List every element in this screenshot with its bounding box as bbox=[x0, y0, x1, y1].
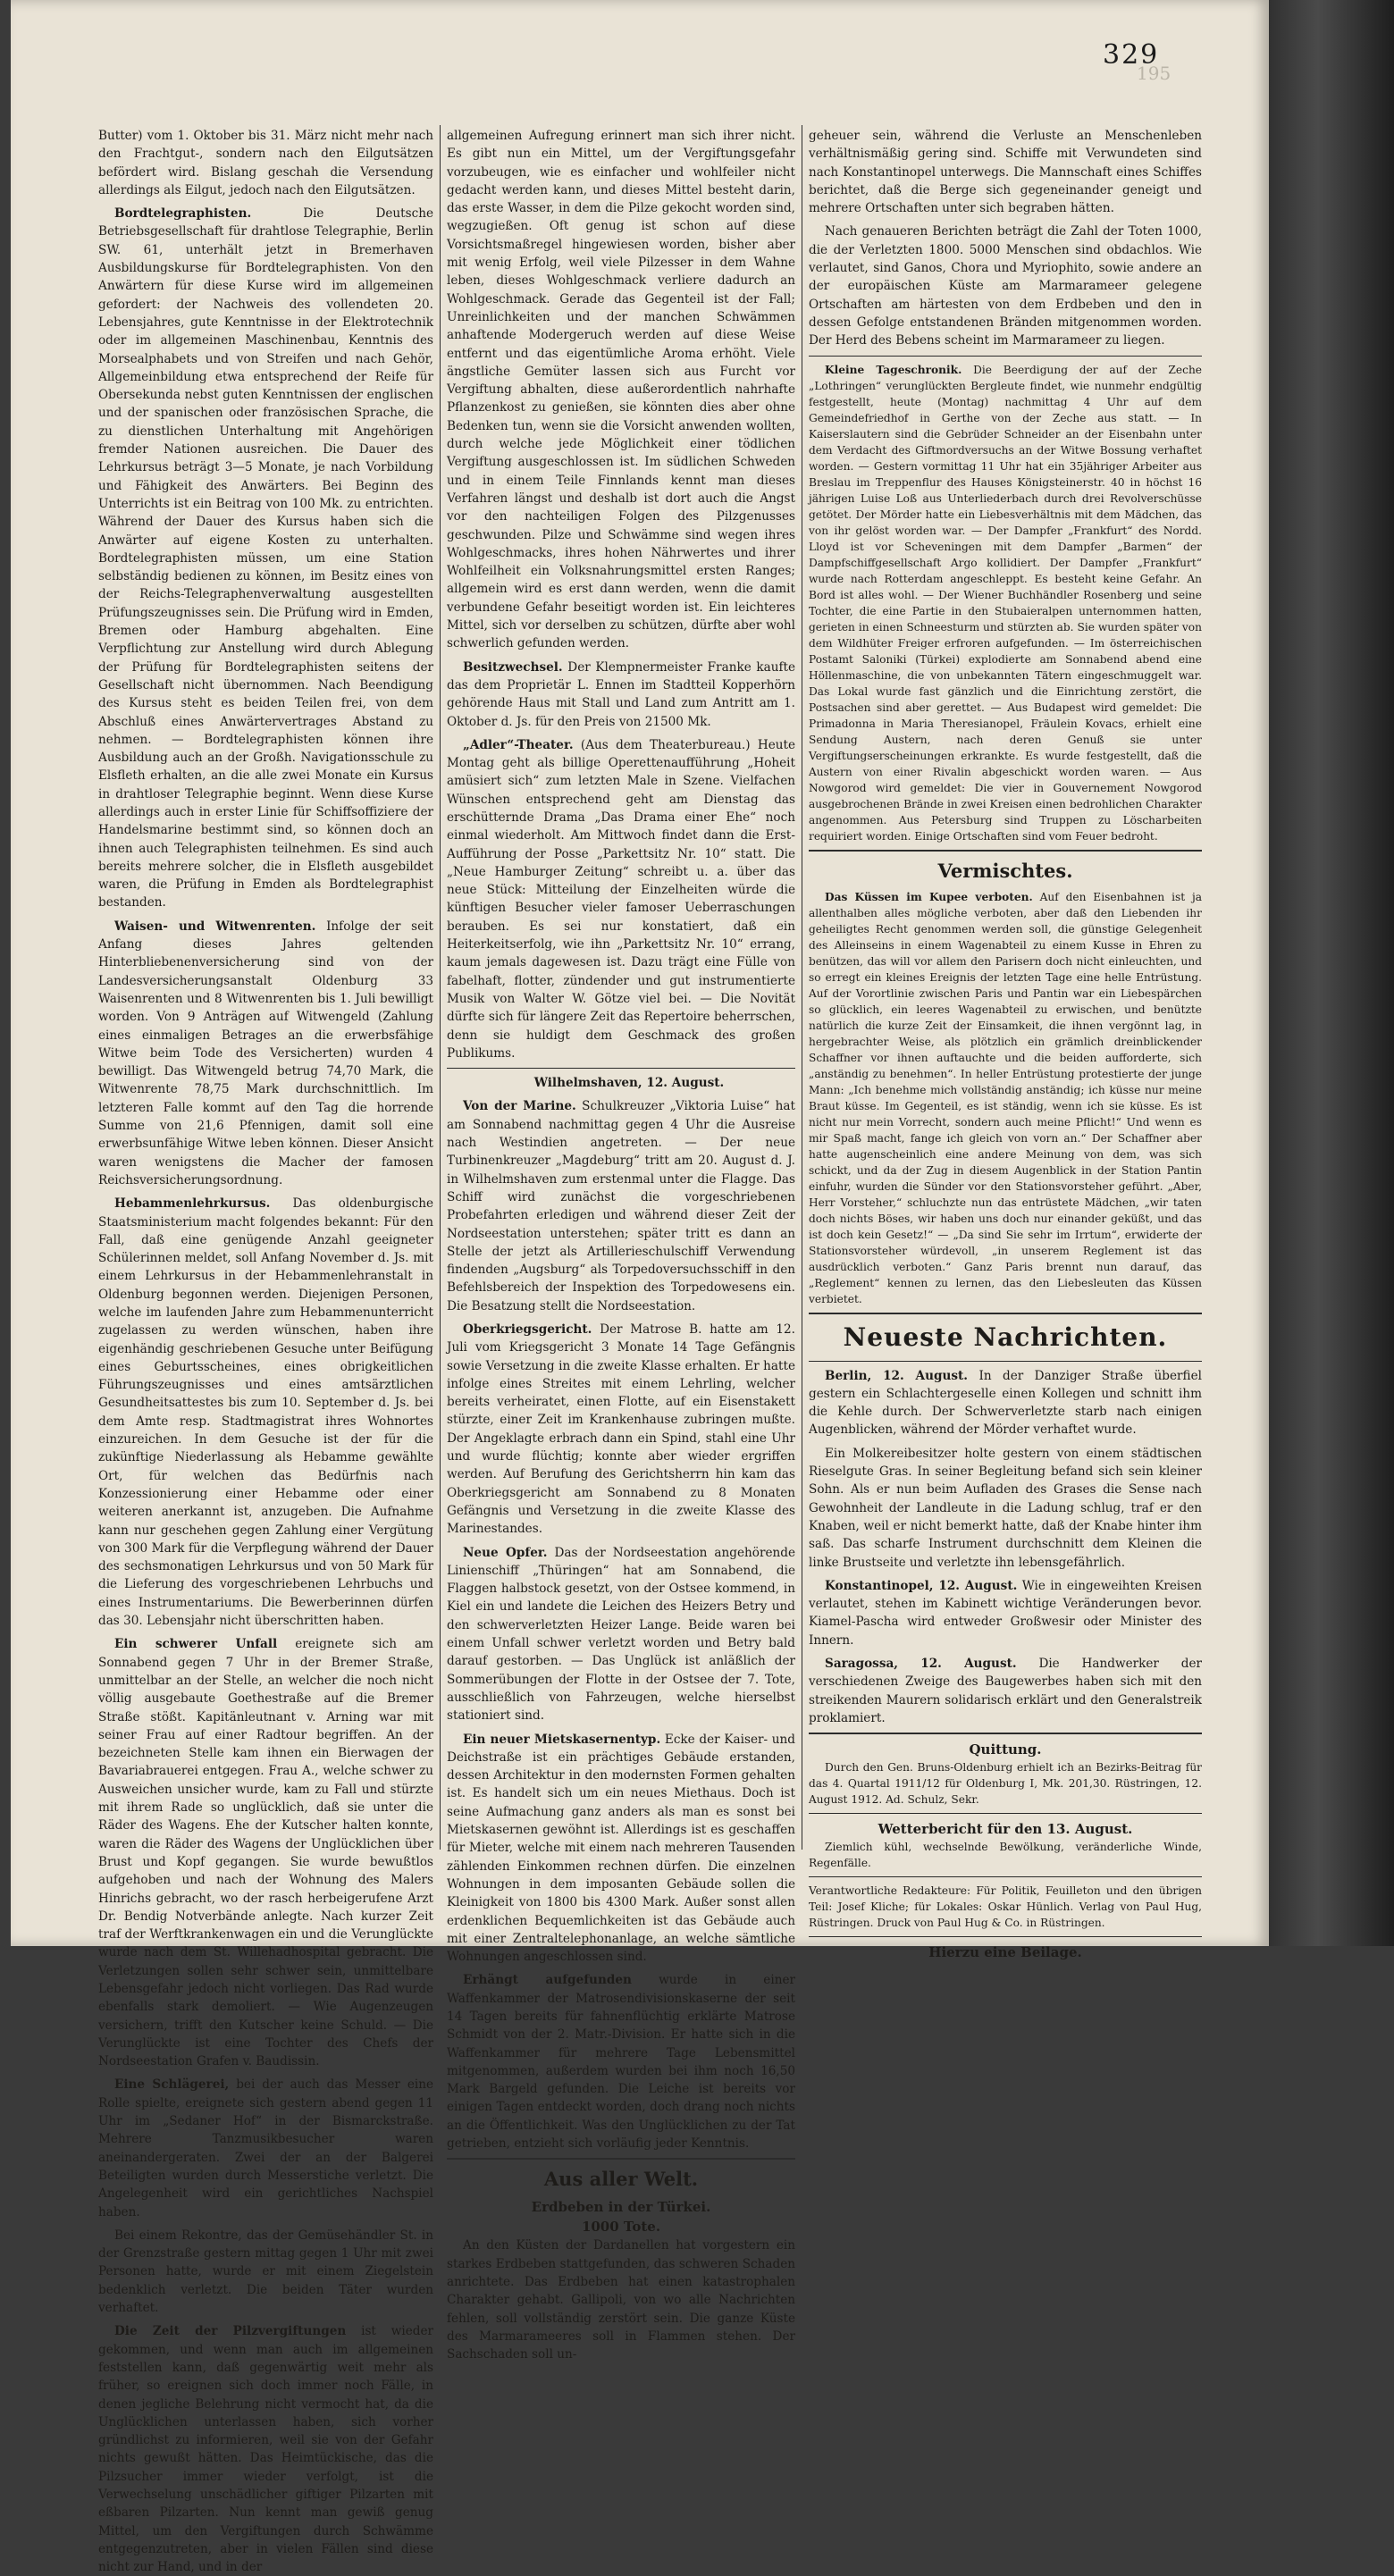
article-neue-opfer bbox=[447, 1544, 795, 1725]
news-saragossa bbox=[809, 1655, 1202, 1727]
weather-title: Wetterbericht für den 13. August. bbox=[878, 1821, 1133, 1838]
page-edge-shadow bbox=[1255, 0, 1394, 1946]
article-heading: Waisen- und Witwenrenten. bbox=[114, 919, 316, 934]
article-heading: Kleine Tageschronik. bbox=[825, 363, 962, 376]
article-heading: Eine Schlägerei, bbox=[114, 2077, 230, 2093]
news-konstantinopel bbox=[809, 1577, 1202, 1649]
article-pilzvergiftungen bbox=[98, 2322, 433, 2576]
article-heading: Besitzwechsel. bbox=[463, 659, 563, 675]
section-title: Aus aller Welt. bbox=[543, 2168, 699, 2191]
article-text: Auf den Eisenbahnen ist ja allenthalben alles mögliche verboten, aber daß den Liebenden ihr geheiligtes Recht genommen werden soll, die günstige Gelegenheit des Alleinseins in einem Wagenabteil zu einem Kusse in Ehren zu benützen, das will vor allem den Parisern doch nicht einleuchten, und so erregt ein kleines Ereignis der letzten Tage eine helle Entrüstung. Auf der Vorortlinie zwischen Paris und Pantin war ein Liebespärchen so glücklich, ein leeres Wagenabteil zu erwischen, und benützte natürlich die kurze Zeit der Einsamkeit, die ihnen vergönnt lag, in hergebrachter Weise, als plötzlich ein grämlich dreinblickender Schaffner vor ihnen auftauchte und die beiden aufforderte, sich „anständig zu benehmen“. In heller Entrüstung protestierte der junge Mann: „Ich benehme mich vollständig anständig; ich küsse nur meine Braut küsse. Im Gegenteil, es ist ständig, wenn ich sie küsse. Es ist nicht nur mein Vorrecht, sondern auch meine Pflicht!“ Und wenn es mir Spaß macht, fange ich gleich von vorn an.“ Der Schaffner aber hatte augenscheinlich eine andere Meinung von dem, was sich schickt, und da der Zug in diesem Augenblick in der Station Pantin einfuhr, wurden die Sünder vor den Stationsvorsteher geführt. „Aber, Herr Vorsteher,“ schluchzte nun das entrüstete Mädchen, „wir taten doch nichts Böses, wir haben uns doch nur einander geküßt, und das ist doch kein Gesetz!“ — „Da sind Sie sehr im Irrtum“, erwiderte der Stationsvorsteher würdevoll, „in unserem Reglement ist das ausdrücklich verboten.“ Ganz Paris brennt nun darauf, das „Reglement“ kennen zu lernen, das den Liebesleuten das Küssen verbietet. bbox=[809, 890, 1202, 1305]
article-rekontre: Bei einem Rekontre, das der Gemüsehändler St. in der Grenzstraße gestern mittag gegen 1 Uhr mit zwei Personen hatte, wurde er mit einem Ziegelstein bedenklich verletzt. Die beiden Täter wurden verhaftet. bbox=[98, 2228, 433, 2316]
article-text: Infolge der seit Anfang dieses Jahres geltenden Hinterbliebenenversicherung sind von der Landesversicherungsanstalt Oldenburg 33 Waisenrenten und 8 Witwenrenten bis 1. Juli bewilligt worden. Von 9 Anträgen auf Witwengeld (Zahlung eines einmaligen Betrages an die erwerbsfähige Witwe beim Tode des Versicherten) wurden 4 bewilligt. Das Witwengeld betrug 74,70 Mark, die Witwenrente 78,75 Mark durchschnittlich. Im letzteren Falle kommt auf den Tag die horrende Summe von 21,6 Pfennigen, damit soll eine erwerbsunfähige Witwe leben können. Dieser Ansicht waren wenigstens die Macher der famosen Reichsversicherungsordnung. bbox=[98, 919, 433, 1187]
article-heading: Erhängt aufgefunden bbox=[463, 1973, 632, 1988]
article-unfall bbox=[98, 1635, 433, 2070]
article-heading: Oberkriegsgericht. bbox=[463, 1322, 592, 1337]
article-heading: Ein schwerer Unfall bbox=[114, 1637, 278, 1652]
separator bbox=[809, 850, 1202, 852]
article-erdbeben: An den Küsten der Dardanellen hat vorgestern ein starkes Erdbeben stattgefunden, das schweren Schaden anrichtete. Das Erdbeben hat einen katastrophalen Charakter gehabt. Gallipoli, von wo alle Nachrichten fehlen, soll vollständig zerstört sein. Die ganze Küste des Marmarameeres soll in Flammen stehen. Der Sachschaden soll un- bbox=[447, 2238, 795, 2362]
dateline: Wilhelmshaven, 12. August. bbox=[533, 1076, 725, 1091]
separator bbox=[809, 1876, 1202, 1877]
archive-stamp: 195 bbox=[1137, 63, 1171, 84]
separator bbox=[809, 1733, 1202, 1734]
article-text: ereignete sich am Sonnabend gegen 7 Uhr in der Bremer Straße, unmittelbar an der Stelle, an welcher die noch nicht völlig ausgebaute Goethestraße auf die Bremer Straße stößt. Kapitänleutnant v. Arning war mit seiner Frau auf einer Radtour begriffen. An der bezeichneten Stelle kam ihnen ein Bierwagen der Bavariabrauerei entgegen. Frau A., welche schwer zu Ausweichen unsicher wurde, kam zu Fall und stürzte mit ihrem Rade so unglücklich, daß sie unter die Räder des Wagens. Ehe der Kutscher halten konnte, waren die Räder des Wagens der Unglücklichen über Brust und Kopf gegangen. Sie wurde bewußtlos aufgehoben und nach der Wohnung des Malers Hinrichs gebracht, wo der rasch herbeigerufene Arzt Dr. Bendig Notverbände anlegte. Nach kurzer Zeit traf der Werftkrankenwagen ein und die Verunglückte wurde nach dem St. Willehadhospital gebracht. Die Verletzungen sollen sehr schwer sein, unmittelbare Lebensgefahr jedoch nicht vorliegen. Das Rad wurde ebenfalls stark demoliert. — Wie Augenzeugen versichern, trifft den Kutscher keine Schuld. — Die Verunglückte ist eine Tochter des Chefs der Nordseestation Grafen v. Baudissin. bbox=[98, 1637, 434, 2069]
article-mietskasernentyp bbox=[447, 1731, 795, 1967]
article-text: bei der auch das Messer eine Rolle spielte, ereignete sich gestern abend gegen 11 Uhr im „Sedaner Hof“ in der Bismarckstraße. Mehrere Tanzmusikbesucher waren aneinandergeraten. Zwei der an der Balgerei Beteiligten wurden durch Messerstiche verletzt. Die Angelegenheit wird ein gerichtliches Nachspiel haben. bbox=[98, 2077, 434, 2219]
article-heading: Das Küssen im Kupee verboten. bbox=[825, 890, 1033, 903]
article-text: In der Danziger Straße überfiel gestern ein Schlachtergeselle einen Kollegen und schnitt ihm die Kehle durch. Der Schwerverletzte starb nach einigen Augenblicken, während der Mörder verhaftet wurde. bbox=[809, 1368, 1202, 1438]
article-besitzwechsel bbox=[447, 659, 795, 731]
dateline: Berlin, 12. August. bbox=[825, 1368, 969, 1383]
article-adler-theater bbox=[447, 736, 795, 1062]
article-bordtelegraphisten bbox=[98, 205, 433, 912]
article-text: geheuer sein, während die Verluste an Menschenleben verhältnismäßig gering sind. Schiffe mit Verwundeten sind nach Konstantinopel unterwegs. Die Mannschaft eines Schiffes berichtet, daß die Berge sich gegeneinander geneigt und mehrere Ortschaften unter sich begraben hätten. bbox=[809, 129, 1202, 216]
article-kuessen bbox=[809, 889, 1202, 1307]
separator bbox=[809, 1936, 1202, 1937]
article-text: Ecke der Kaiser- und Deichstraße ist ein prächtiges Gebäude erstanden, dessen Architektur in den modernsten Formen gehalten ist. Es handelt sich um ein neues Miethaus. Doch ist seine Aufmachung ganz anders als man es sonst bei Mietskasernen gewöhnt ist. Allerdings ist es geschaffen für Mieter, welche mit einem nach mehreren Tausenden zählenden Einkommen rechnen dürfen. Die einzelnen Wohnungen in dem imposanten Gebäude sollen die Kleinigkeit von 1800 bis 4300 Mark. Außer sonst allen erdenklichen Bequemlichkeiten ist das Gebäude auch mit einer Zentraltelephonanlage, an welche sämtliche Wohnungen angeschlossen sind. bbox=[447, 1732, 795, 1965]
separator bbox=[809, 356, 1202, 357]
article-waisenrenten bbox=[98, 918, 433, 1189]
article-text: Der Matrose B. hatte am 12. Juli vom Kriegsgericht 3 Monate 14 Tage Gefängnis sowie Versetzung in die zweite Klasse erhalten. Er hatte infolge eines Streites mit einem Lehrling, welcher bereits verheiratet, einen Flotte, auf ein Eisenstakett stürzte, einer Zeit im Krankenhause zubringen mußte. Der Angeklagte erbrach dann ein Spind, stahl eine Uhr und wurde flüchtig; konnte aber wieder ergriffen werden. Auf Berufung des Gerichtsherrn hin kam das Oberkriegsgericht am Sonnabend zu 8 Monaten Gefängnis und Versetzung in die zweite Klasse des Marinestandes. bbox=[447, 1322, 795, 1537]
column-1 bbox=[98, 127, 434, 2575]
article-heading: „Adler“-Theater. bbox=[463, 737, 574, 752]
separator bbox=[447, 1068, 795, 1069]
article-erhaengt bbox=[447, 1971, 795, 2152]
article-heading: Die Zeit der Pilzvergiftungen bbox=[114, 2324, 347, 2339]
article-text: Schulkreuzer „Viktoria Luise“ hat am Sonnabend nachmittag gegen 4 Uhr die Ausreise nach Westindien angetreten. — Der neue Turbinenkreuzer „Magdeburg“ tritt am 20. August d. J. in Wilhelmshaven zum erstenmal unter die Flagge. Das Schiff wird zunächst die vorgeschriebenen Probefahrten erledigen und während dieser Zeit der Nordseestation unterstehen; später tritt es dann an Stelle der jetzt als Artillerieschulschiff Verwendung findenden „Augsburg“ als Torpedoversuchsschiff in den Befehlsbereich der Inspektion des Torpedowesens ein. Die Besatzung stellt die Nordseestation. bbox=[447, 1099, 795, 1313]
column-rule-1 bbox=[440, 125, 441, 1850]
dateline: Konstantinopel, 12. August. bbox=[825, 1578, 1018, 1593]
page-number: 329 bbox=[1103, 39, 1160, 71]
separator bbox=[447, 2158, 795, 2160]
article-heading: Hebammenlehrkursus. bbox=[114, 1196, 271, 1212]
news-berlin bbox=[809, 1367, 1202, 1439]
article-text: Die Handwerker der verschiedenen Zweige des Baugewerbes haben sich mit den streikenden Maurern solidarisch erklärt und den Generalstreik proklamiert. bbox=[809, 1657, 1202, 1725]
subheading: 1000 Tote. bbox=[581, 2219, 661, 2236]
separator bbox=[809, 1361, 1202, 1362]
article-text: Die Beerdigung der auf der Zeche „Lothringen“ verunglückten Bergleute findet, wie nunmehr endgültig festgestellt, heute (Montag) nachmittag 4 Uhr auf dem Gemeindefriedhof in Gerthe von der Zeche aus statt. — In Kaiserslautern sind die Gebrüder Schneider an der Eisenbahn unter dem Verdacht des Giftmordversuchs an der Witwe Bossung verhaftet worden. — Gestern vormittag 11 Uhr hat ein 35jähriger Arbeiter aus Breslau im Treppenflur des Hauses Königsteinerstr. 40 in höchst 16 jährigen Luise Loß aus Unterliederbach durch drei Revolverschüsse getötet. Der Mörder hatte ein Liebesverhältnis mit dem Mädchen, das von ihr gelöst worden war. — Der Dampfer „Frankfurt“ des Nordd. Lloyd ist vor Scheveningen mit dem Dampfer „Barmen“ der Dampfschiffgesellschaft Argo kollidiert. Der Dampfer „Frankfurt“ wurde nach Rotterdam angeschleppt. Es besteht keine Gefahr. An Bord ist alles wohl. — Der Wiener Buchhändler Rosenberg und seine Tochter, die eine Partie in den Stubaieralpen unternommen hatten, gerieten in einen Schneesturm und stürzten ab. Sie wurden später von dem Wildhüter Freiger erfroren aufgefunden. — Im österreichischen Postamt Saloniki (Türkei) explodierte am Sonnabend abend eine Höllenmaschine, die von unbekannten Tätern eingeschmuggelt war. Das Lokal wurde fast gänzlich und die Einrichtung zerstört, die Postsachen sind aber gerettet. — Aus Budapest wird gemeldet: Die Primadonna in Maria Theresianopel, Fräulein Kovacs, erhielt eine Sendung Austern, nach deren Genuß sie unter Vergiftungserscheinungen erkrankte. Es wurde festgestellt, daß die Austern von einer Rivalin abgeschickt worden waren. — Aus Nowgorod wird gemeldet: Die vier in Gouvernement Nowgorod ausgebrochenen Brände in zwei Kreisen einen bedrohlichen Charakter angenommen. Aus Petersburg sind Truppen zu Löscharbeiten requiriert worden. Einige Ortschaften sind vom Feuer bedroht. bbox=[809, 363, 1203, 843]
section-title-news: Neueste Nachrichten. bbox=[843, 1322, 1168, 1352]
article-text: Das der Nordseestation angehörende Linienschiff „Thüringen“ hat am Sonnabend, die Flaggen halbstock gesetzt, von der Ostsee kommend, in Kiel ein und landete die Leichen des Heizers Betry und den schwerverletzten Heizer Lange. Beide waren bei einem Unfall schwer verletzt worden und Betry bald darauf gestorben. — Das Unglück ist anläßlich der Sommerübungen der Flotte in der Ostsee der 7. Tote, ausschließlich von Fahrzeugen, welche hierselbst stationiert sind. bbox=[447, 1545, 795, 1724]
quittung-title: Quittung. bbox=[969, 1741, 1042, 1758]
article-text: ist wieder gekommen, und wenn man auch im allgemeinen feststellen kann, daß gegenwärtig weit mehr als früher, so ereignen sich doch immer noch Fälle, in denen jegliche Belehrung nicht vermocht hat, da die Unglücklichen unterlassen haben, sich vorher gründlichst zu informieren, weil sie von der Gefahr nichts gewußt hätten. Das Heimtückische, das die Pilzsucher immer wieder verfolgt, ist die Verwechselung unschädlicher giftiger Pilzarten mit eßbaren Pilzarten. Nun kennt man gewiß genug Mittel, um den Vergiftungen durch Schwämme entgegenzutreten, aber in vielen Fällen sind diese nicht zur Hand, und in der bbox=[98, 2324, 433, 2575]
separator bbox=[809, 1813, 1202, 1814]
beilage-note: Hierzu eine Beilage. bbox=[928, 1944, 1082, 1961]
column-2 bbox=[447, 127, 795, 2362]
separator bbox=[809, 1313, 1202, 1314]
article-heading: Bordtelegraphisten. bbox=[114, 206, 252, 222]
article-text: Die Deutsche Betriebsgesellschaft für drahtlose Telegraphie, Berlin SW. 61, unterhält jetzt in Bremerhaven Ausbildungskurse für Bordtelegraphisten. Von den Anwärtern für diese Kurse wird im allgemeinen gefordert: der Nachweis des vollendeten 20. Lebensjahres, gute Kenntnisse in der Elektrotechnik oder im allgemeinen Maschinenbau, Kenntnis des Morsealphabets und von Streifen und nach Gehör, Allgemeinbildung etwa entsprechend der Reife für Obersekunda nebst guten Kenntnissen der englischen und der spanischen oder französischen Sprache, die zu dienstlichen Unterhaltung mit Angehörigen fremder Nationen ausreichen. Die Dauer des Lehrkursus beträgt 3—5 Monate, je nach Vorbildung und Fähigkeit des Anwärters. Bei Beginn des Unterrichts ist ein Beitrag von 100 Mk. zu entrichten. Während der Dauer des Kursus haben sich die Anwärter auf eigene Kosten zu unterhalten. Bordtelegraphisten müssen, um eine Station selbständig bedienen zu können, im Besitz eines von der Reichs-Telegraphenverwaltung ausgestellten Prüfungszeugnisses sein. Die Prüfung wird in Emden, Bremen oder Hamburg abgehalten. Eine Verpflichtung zur Anstellung wird durch Ablegung der Prüfung für Bordtelegraphisten seitens der Gesellschaft nicht übernommen. Nach Beendigung des Kursus steht es beiden Teilen frei, von dem Abschluß eines Anwärtervertrages Abstand zu nehmen. — Bordtelegraphisten können ihre Ausbildung auch an der Großh. Navigationsschule zu Elsfleth erhalten, an die alle zwei Monate ein Kursus in drahtloser Telegraphie beginnt. Wenn diese Kurse allerdings auch in erster Linie für Schiffsoffiziere der Handelsmarine bestimmt sind, so können doch an ihnen auch Telegraphisten teilnehmen. Es sind auch bereits mehrere solcher, die in Elsfleth ausgebildet waren, die Prüfung in Emden als Bordtelegraphist bestanden. bbox=[98, 206, 433, 910]
news-berlin-2: Ein Molkereibesitzer holte gestern von einem städtischen Rieselgute Gras. In seiner Begleitung befand sich sein kleiner Sohn. Als er nun beim Aufladen des Grases die Sense nach Gewohnheit der Landleute in die Ladung schlug, traf er den Knaben, weil er nicht bemerkt hatte, daß der Knabe hinter ihm saß. Das scharfe Instrument durchschnitt dem Kleinen die linke Brustseite und verletzte ihn lebensgefährlich. bbox=[809, 1446, 1202, 1570]
quittung-text: Durch den Gen. Bruns-Oldenburg erhielt ich an Bezirks-Beitrag für das 4. Quartal 1911/12 für Oldenburg I, Mk. 201,30. Rüstringen, 12. August 1912. Ad. Schulz, Sekr. bbox=[809, 1761, 1202, 1807]
article-tageschronik bbox=[809, 362, 1202, 844]
article-heading: Ein neuer Mietskasernentyp. bbox=[463, 1732, 661, 1747]
article-hebammen bbox=[98, 1195, 433, 1630]
article-text: Der Klempnermeister Franke kaufte das dem Proprietär L. Ennen im Stadtteil Kopperhörn gehörende Haus mit Stall und Land zum Antritt am 1. Oktober d. Js. für den Preis von 21500 Mk. bbox=[447, 659, 795, 729]
dateline: Saragossa, 12. August. bbox=[825, 1657, 1017, 1672]
article-text: Wie in eingeweihten Kreisen verlautet, stehen im Kabinett wichtige Veränderungen bevor. Kiamel-Pascha wird entweder Großwesir oder Minister des Innern. bbox=[809, 1578, 1202, 1648]
subheading: Erdbeben in der Türkei. bbox=[531, 2199, 711, 2216]
article-schlaegerei bbox=[98, 2076, 433, 2220]
article-text: (Aus dem Theaterbureau.) Heute Montag geht als billige Operettenaufführung „Hoheit amüsiert sich“ zum letzten Male in Szene. Vielfachen Wünschen entsprechend geht am Dienstag das erschütternde Drama „Das Drama einer Ehe“ noch einmal wiederholt. Am Mittwoch findet dann die Erst-Aufführung der Posse „Parkettsitz Nr. 10“ statt. Die „Neue Hamburger Zeitung“ schreibt u. a. über das neue Stück: Mitteilung der Einzelheiten würde die künftigen Besucher vieler famoser Ueberraschungen berauben. Es sei nur konstatiert, daß ein Heiterkeitserfolg, wie ihn „Parkettsitz Nr. 10“ errang, kaum jemals dagewesen ist. Dazu trägt eine Fülle von fabelhaft, flotter, zündender und gut instrumentierte Musik von Walter W. Götze viel bei. — Die Novität dürfte sich für längere Zeit das Repertoire beherrschen, denn sie huldigt dem Geschmack des großen Publikums. bbox=[447, 737, 795, 1061]
weather-text: Ziemlich kühl, wechselnde Bewölkung, veränderliche Winde, Regenfälle. bbox=[809, 1841, 1202, 1870]
article-text: wurde in einer Waffenkammer der Matrosendivisionskaserne der seit 14 Tagen bereits für fahnenflüchtig erklärte Matrose Schmidt von der 2. Matr.-Division. Er hatte sich in die Waffenkammer für mehrere Tage Lebensmittel mitgenommen, außerdem wurden bei ihm noch 16,50 Mark Bargeld gefunden. Die Leiche ist bereits vor einigen Tagen entdeckt worden, doch drang noch nichts an die Öffentlichkeit. Was den Unglücklichen zu der Tat getrieben, entzieht sich vorläufig jeder Kenntnis. bbox=[447, 1973, 795, 2152]
column-3 bbox=[809, 127, 1203, 1961]
article-text: allgemeinen Aufregung erinnert man sich ihrer nicht. Es gibt nun ein Mittel, um der Vergiftungsgefahr vorzubeugen, wie es einfacher und wohlfeiler nicht gedacht werden kann, und dieses Mittel besteht darin, das erste Wasser, in dem die Pilze gekocht worden sind, wegzugießen. Oft genug ist schon auf diese Vorsichtsmaßregel hingewiesen worden, bisher aber mit wenig Erfolg, weil viele Pilzesser in dem Wahne leben, dieses Wohlgeschmack verliere dadurch an Wohlgeschmack. Gerade das Gegenteil ist der Fall; Unreinlichkeiten und der manchen Schwämmen anhaftende Modergeruch werden auf diese Weise entfernt und das eigentümliche Aroma erhöht. Viele ängstliche Gemüter lassen sich aus Furcht vor Vergiftung abhalten, diese außerordentlich nahrhafte Pflanzenkost zu genießen, sie könnten dies aber ohne Bedenken tun, wenn sie die Vorsicht anwenden wollten, durch welche jede Möglichkeit einer tödlichen Vergiftung ausgeschlossen ist. Im südlichen Schweden und in einem Teile Finnlands kennt man dieses Verfahren längst und deshalb ist dort auch die Angst vor den nachteiligen Folgen des Pilzgenusses geschwunden. Pilze und Schwämme sind wegen ihres Wohlgeschmacks, ihres hohen Nährwertes und ihrer Wohlfeilheit ein Volksnahrungsmittel ersten Ranges; allgemein wird es erst dann werden, wenn die damit verbundene Gefahr beseitigt worden ist. Ein leichteres Mittel, sich vor derselben zu schützen, dürfte aber wohl schwerlich gefunden werden. bbox=[447, 129, 795, 651]
article-text: Das oldenburgische Staatsministerium macht folgendes bekannt: Für den Fall, daß eine genügende Anzahl geeigneter Schülerinnen meldet, soll Anfang November d. Js. mit einem Lehrkursus in der Hebammenlehranstalt in Oldenburg begonnen werden. Diejenigen Personen, welche im laufenden Jahre zum Hebammenunterricht zugelassen zu werden wünschen, haben ihre eigenhändig geschriebenen Gesuche unter Beifügung eines Geburtsscheines, eines obrigkeitlichen Führungszeugnisses und eines amtsärztlichen Gesundheitsattestes bis zum 10. September d. Js. bei dem Amte resp. Stadtmagistrat ihres Wohnortes einzureichen. In dem Gesuche ist der für die zukünftige Niederlassung als Hebamme gewählte Ort, für welchen das Bedürfnis nach Konzessionierung einer Hebamme oder einer weiteren anerkannt ist, anzugeben. Die Aufnahme kann nur geschehen gegen Zahlung einer Vergütung von 300 Mark für die Verpflegung während der Dauer des sechsmonatigen Lehrkursus und von 50 Mark für die Lieferung des vorgeschriebenen Lehrbuchs und eines Instrumentariums. Die Bewerberinnen dürfen das 30. Lebensjahr nicht überschritten haben. bbox=[98, 1196, 434, 1629]
article-heading: Neue Opfer. bbox=[463, 1545, 548, 1560]
section-title: Vermischtes. bbox=[937, 859, 1073, 882]
article-oberkriegsgericht bbox=[447, 1321, 795, 1539]
article-heading: Von der Marine. bbox=[463, 1099, 576, 1114]
article-text: Butter) vom 1. Oktober bis 31. März nicht mehr nach den Frachtgut-, sondern nach den Eilgutsätzen befördert wird. Bislang geschah die Versendung allerdings als Eilgut, jedoch nach den Eilgutsätzen. bbox=[98, 129, 433, 197]
article-marine bbox=[447, 1097, 795, 1315]
article-text: Nach genaueren Berichten beträgt die Zahl der Toten 1000, die der Verletzten 1800. 5000 Menschen sind obdachlos. Wie verlautet, sind Ganos, Chora und Myriophito, sowie andere an der europäischen Küste am Marmarameer gelegene Ortschaften am härtesten von dem Erdbeben und den in dessen Gefolge entstandenen Bränden mitgenommen worden. Der Herd des Bebens scheint im Marmarameer zu liegen. bbox=[809, 224, 1202, 348]
impressum: Verantwortliche Redakteure: Für Politik, Feuilleton und den übrigen Teil: Josef Kliche; für Lokales: Oskar Hünlich. Verlag von Paul Hug, Rüstringen. Druck von Paul Hug & Co. in Rüstringen. bbox=[809, 1884, 1202, 1930]
